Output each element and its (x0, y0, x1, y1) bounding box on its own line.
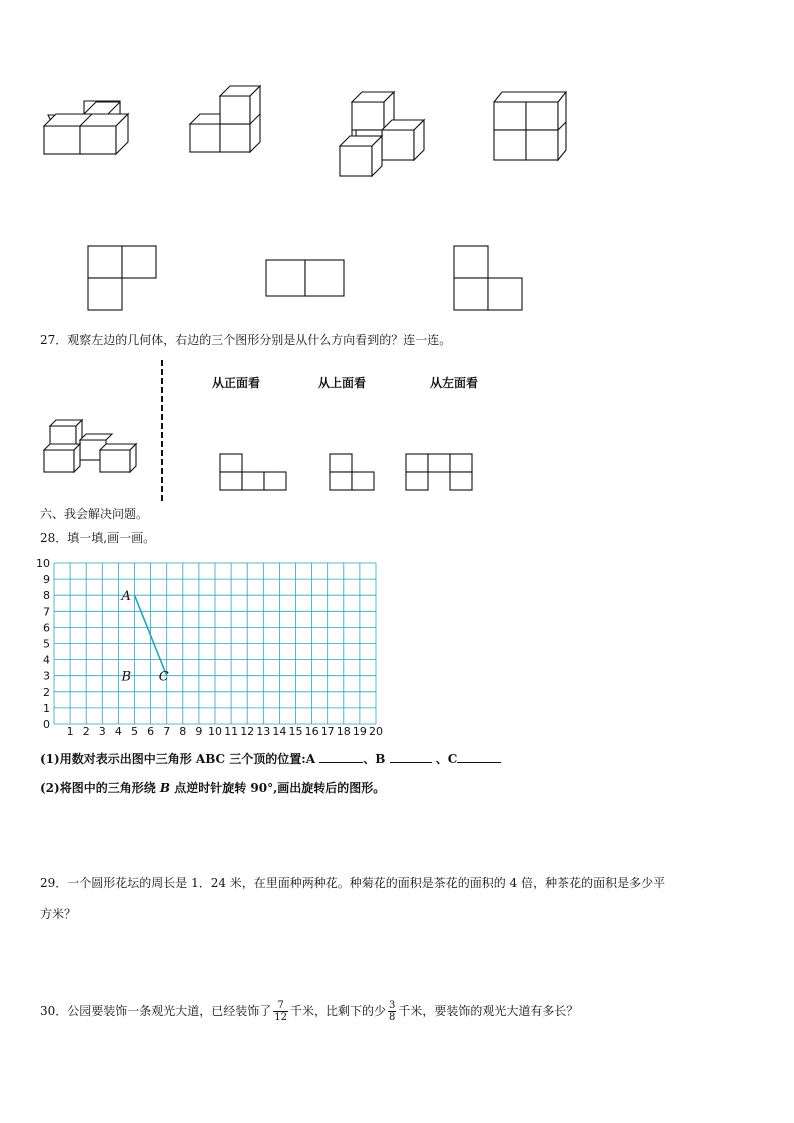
view-shape-1 (86, 244, 160, 314)
x-tick-label: 1 (66, 725, 74, 738)
solid-4 (490, 88, 572, 164)
q27-solid (40, 418, 140, 478)
frac1-den: 12 (274, 1012, 288, 1023)
q28-sub2-point: B (159, 781, 171, 795)
q28-sub2-prefix: (2)将图中的三角形绕 (40, 781, 160, 795)
point-label-B: B (121, 669, 132, 685)
frac2-den: 8 (389, 1012, 396, 1023)
x-tick-label: 5 (131, 725, 138, 738)
q29-line1: 29．一个圆形花坛的周长是 1．24 米，在里面种两种花。种菊花的面积是茶花的面积的 4 倍，种茶花的面积是多少平 (40, 876, 666, 890)
x-tick-label: 10 (208, 725, 222, 738)
q27-text: 27．观察左边的几何体，右边的三个图形分别是从什么方向看到的？连一连。 (40, 333, 452, 347)
q28-sub1-prefix: (1)用数对表示出图中三角形 ABC 三个顶的位置:A (40, 752, 320, 766)
y-tick-label: 5 (43, 637, 50, 651)
solid-3 (336, 90, 432, 180)
point-label-A: A (121, 589, 131, 605)
point-label-C: C (158, 669, 169, 685)
y-tick-label: 6 (43, 621, 50, 635)
coordinate-grid (30, 556, 390, 740)
x-tick-label: 9 (195, 725, 203, 738)
x-tick-label: 14 (272, 725, 287, 738)
q30-suffix: 千米，要装饰的观光大道有多长？ (398, 1004, 579, 1018)
x-tick-label: 4 (114, 725, 122, 738)
x-tick-label: 17 (320, 725, 335, 738)
fraction-7-12 (273, 1000, 288, 1023)
y-tick-label: 7 (43, 605, 50, 619)
x-tick-label: 12 (240, 725, 255, 738)
answer-blank-b[interactable] (390, 750, 432, 763)
y-tick-label: 3 (43, 669, 50, 683)
x-tick-label: 8 (179, 725, 187, 738)
x-tick-label: 16 (304, 725, 319, 738)
x-tick-label: 3 (98, 725, 106, 738)
q30-middle: 千米，比剩下的少 (290, 1004, 387, 1018)
q30-text (40, 996, 578, 1026)
answer-blank-c[interactable] (457, 750, 501, 763)
x-tick-label: 15 (288, 725, 303, 738)
x-tick-label: 7 (163, 725, 171, 738)
solid-1 (40, 98, 130, 158)
fraction-3-8 (388, 1000, 396, 1023)
x-tick-label: 11 (224, 725, 239, 738)
x-tick-label: 6 (147, 725, 155, 738)
q28-sub1-b: 、B (363, 752, 390, 766)
q28-sub2 (40, 780, 385, 796)
answer-view-1 (218, 452, 290, 494)
q28-text: 28．填一填,画一画。 (40, 531, 156, 545)
label-left-view: 从左面看 (430, 376, 479, 390)
q28-sub1-c: 、C (431, 752, 458, 766)
y-tick-label: 0 (43, 718, 50, 731)
answer-view-2 (328, 452, 378, 494)
y-tick-label: 10 (36, 557, 50, 570)
x-tick-label: 2 (82, 725, 90, 738)
answer-view-3 (404, 452, 476, 494)
view-shape-2 (264, 258, 348, 300)
x-tick-label: 18 (336, 725, 351, 738)
q28-sub2-suffix: 点逆时针旋转 90°,画出旋转后的图形。 (170, 781, 386, 795)
x-tick-label: 13 (256, 725, 271, 738)
label-front-view: 从正面看 (212, 376, 261, 390)
q29-line2: 方米？ (40, 907, 77, 921)
divider-dashed (160, 360, 164, 502)
y-tick-label: 2 (43, 685, 50, 699)
q30-prefix: 30．公园要装饰一条观光大道，已经装饰了 (40, 1004, 272, 1018)
q28-sub1 (40, 750, 501, 767)
frac2-num: 3 (389, 1000, 396, 1011)
y-tick-label: 4 (43, 653, 50, 667)
frac1-num: 7 (273, 1000, 288, 1012)
x-tick-label: 20 (369, 725, 383, 738)
y-tick-label: 9 (43, 573, 50, 587)
view-shape-3 (452, 244, 526, 314)
x-tick-label: 19 (352, 725, 367, 738)
section-six-title: 六、我会解决问题。 (40, 507, 149, 521)
solid-2 (186, 80, 266, 156)
label-top-view: 从上面看 (318, 376, 367, 390)
answer-blank-a[interactable] (319, 750, 363, 763)
y-tick-label: 1 (43, 701, 50, 715)
y-tick-label: 8 (43, 589, 50, 603)
